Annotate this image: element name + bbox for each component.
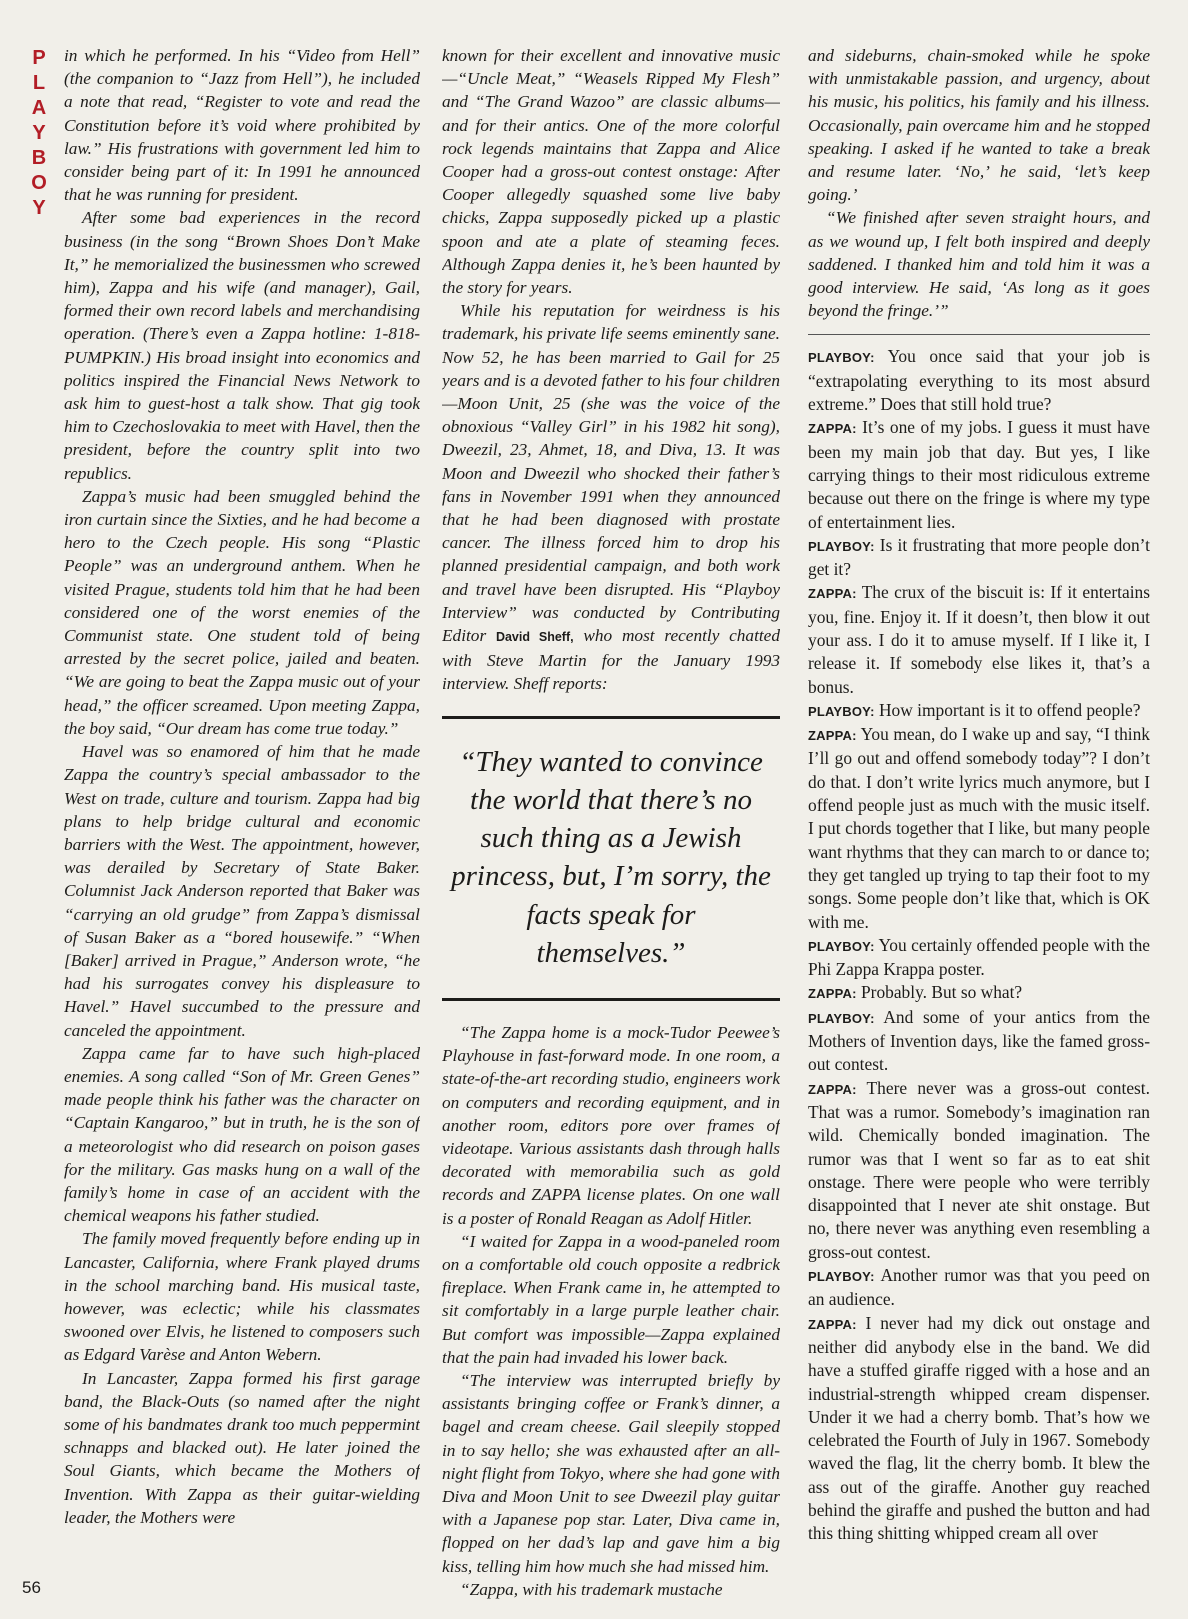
brand-letter: O — [31, 172, 47, 194]
qa-entry — [808, 981, 1150, 1005]
speaker-label: PLAYBOY: — [808, 350, 875, 366]
speaker-label: ZAPPA: — [808, 986, 857, 1002]
paragraph: “I waited for Zappa in a wood-paneled room on a comfortable old couch opposite a redbrick fireplace. When Frank came in, he attempted to sit comfortably in a large purple leather chair. But comfort was impossible—Zappa explained that the pain had invaded his lower back. — [442, 1231, 780, 1367]
qa-entry — [808, 1006, 1150, 1077]
pull-quote — [442, 716, 780, 1001]
paragraph: known for their excellent and innovative music—“Uncle Meat,” “Weasels Ripped My Flesh” and “The Grand Wazoo” are classic albums—and for their antics. One of the more colorful rock legends maintains that Zappa and Alice Cooper had a gross-out contest onstage: After Cooper allegedly squashed some live baby chicks, Zappa supposedly picked up a plastic spoon and ate a plate of steaming feces. Although Zappa denies it, he’s been haunted by the story for years. — [442, 46, 780, 298]
qa-entry — [808, 345, 1150, 416]
paragraph: and sideburns, chain-smoked while he spoke with unmistakable passion, and urgency, about his music, his politics, his family and his illness. Occasionally, pain overcame him and he stopped speaking. I asked if he wanted to take a break and resume later. ‘No,’ he said, ‘let’s keep going.’ — [808, 46, 1150, 205]
qa-text: How important is it to offend people? — [878, 699, 1141, 720]
speaker-label: PLAYBOY: — [808, 1269, 875, 1285]
speaker-label: PLAYBOY: — [808, 1010, 875, 1026]
speaker-label: ZAPPA: — [808, 728, 857, 744]
author-credit: David Sheff, — [495, 630, 574, 645]
qa-text: You once said that your job is “extrapolating everything to its most absurd extreme.” Does that still hold true? — [808, 346, 1150, 415]
speaker-label: PLAYBOY: — [808, 938, 875, 954]
paragraph: “Zappa, with his trademark mustache — [460, 1579, 723, 1599]
speaker-label: ZAPPA: — [808, 421, 857, 437]
qa-text: Another rumor was that you peed on an audience. — [808, 1265, 1150, 1310]
qa-text: You certainly offended people with the Phi Zappa Krappa poster. — [808, 934, 1150, 980]
qa-entry — [808, 534, 1150, 582]
paragraph: in which he performed. In his “Video from Hell” (the companion to “Jazz from Hell”), he included a note that read, “Register to vote and read the Constitution before it’s void where prohibited by law.” His frustrations with government led him to consider being part of it: In 1991 he announced that he was running for president. — [64, 46, 420, 205]
speaker-label: ZAPPA: — [808, 1081, 857, 1097]
column-2 — [442, 44, 780, 1607]
brand-letter: B — [31, 147, 47, 169]
paragraph: After some bad experiences in the record business (in the song “Brown Shoes Don’t Make It,” he memorialized the businessmen who screwed him), Zappa and his wife (and manager), Gail, formed their own record labels and merchandising operation. (There’s even a Zappa hotline: 1-818-PUMPKIN.) His broad insight into economics and politics inspired the Financial News Network to ask him to guest-host a talk show. That gig took him to Czechoslovakia to meet with Havel, then the president, before the country split into two republics. — [64, 208, 420, 483]
qa-entry — [808, 581, 1150, 698]
speaker-label: ZAPPA: — [808, 586, 857, 602]
speaker-label: ZAPPA: — [808, 1316, 857, 1332]
paragraph: Zappa came far to have such high-placed enemies. A song called “Son of Mr. Green Genes” made people think his father was the character on “Captain Kangaroo,” but in truth, he is the son of a meteorologist who did research on poison gases for the military. Gas masks hung on a wall of the family’s home in case of an accident with the chemical weapons his father studied. — [64, 1043, 420, 1226]
paragraph: “The Zappa home is a mock-Tudor Peewee’s Playhouse in fast-forward mode. In one room, a state-of-the-art recording studio, engineers work on computers and recording equipment, and in another room, editors pore over frames of videotape. Various assistants dash through halls decorated with memorabilia such as gold records and ZAPPA license plates. On one wall is a poster of Ronald Reagan as Adolf Hitler. — [442, 1022, 780, 1228]
qa-text: I never had my dick out onstage and neither did anybody else in the band. We did have a stuffed giraffe rigged with a hose and an industrial-strength whipped cream dispenser. Under it we had a cherry bomb. That’s how we celebrated the Fourth of July in 1967. Somebody waved the flag, lit the cherry bomb. It blew the ass out of the giraffe. Another guy reached behind the giraffe and pushed the button and had this thing shitting whipped cream all over — [808, 1312, 1150, 1544]
qa-entry — [808, 699, 1150, 723]
paragraph: “The interview was interrupted briefly by assistants bringing coffee or Frank’s dinner, a bagel and cream cheese. Gail sleepily stopped in to say hello; she was exhausted after an all-night flight from Tokyo, where she had gone with Diva and Moon Unit to see Dweezil play guitar with a Japanese pop star. Later, Diva came in, flopped on her dad’s lap and gave him a big kiss, telling him how much she had missed him. — [442, 1370, 780, 1576]
qa-text: Probably. But so what? — [860, 982, 1023, 1003]
qa-entry — [808, 723, 1150, 934]
qa-text: Is it frustrating that more people don’t get it? — [808, 534, 1150, 580]
qa-text: The crux of the biscuit is: If it entertains you, fine. Enjoy it. If it doesn’t, then blow it out your ass. I do it to amuse myself. If I like it, I release it. If somebody else likes it, that’s a bonus. — [808, 582, 1150, 697]
qa-entry — [808, 1077, 1150, 1264]
pull-quote-text: “They wanted to convince the world that there’s no such thing as a Jewish princess, but, I’m sorry, the facts speak for themselves.” — [451, 745, 771, 969]
brand-letter: Y — [32, 197, 46, 219]
page-number: 56 — [22, 1578, 41, 1597]
paragraph: In Lancaster, Zappa formed his first garage band, the Black-Outs (so named after the night some of his bandmates drank too much peppermint schnapps and blacked out). He later joined the Soul Giants, which became the Mothers of Invention. With Zappa as their guitar-wielding leader, the Mothers were — [64, 1368, 420, 1527]
paragraph-text: While his reputation for weirdness is his trademark, his private life seems eminently sane. Now 52, he has been married to Gail for 25 years and is a devoted father to his four children—Moon Unit, 25 (she was the voice of the obnoxious “Valley Girl” in his 1982 hit song), Dweezil, 23, Ahmet, 18, and Diva, 13. It was Moon and Dweezil who shocked their father’s fans in November 1991 when they announced that he had been diagnosed with prostate cancer. The illness forced him to drop his planned presidential campaign, and both work and travel have been disrupted. His “Playboy Interview” was conducted by Contributing Editor — [442, 301, 780, 646]
qa-entry — [808, 416, 1150, 533]
brand-letter: Y — [32, 122, 46, 144]
column-3 — [808, 44, 1150, 1607]
paragraph: The family moved frequently before ending up in Lancaster, California, where Frank played drums in the school marching band. His musical taste, however, was eclectic; while his classmates swooned over Elvis, he listened to composers such as Edgard Varèse and Anton Webern. — [64, 1229, 420, 1365]
qa-text: You mean, do I wake up and say, “I think I’ll go out and offend somebody today”? I don’t do that. I don’t write lyrics much anymore, but I offend people just as much with the music itself. I put chords together that I like, but many people want rhythms that they can march to or dance to; they get tangled up trying to tap their foot to my songs. Some people don’t like that, which is OK with me. — [808, 724, 1150, 932]
qa-entry — [808, 1264, 1150, 1312]
qa-text: There never was a gross-out contest. That was a rumor. Somebody’s imagination ran wild. Chemically bonded imagination. The rumor was that I went so far as to eat shit onstage. There were people who were terribly disappointed that I never ate shit onstage. But no, there never was anything even resembling a gross-out contest. — [808, 1077, 1150, 1262]
qa-text: And some of your antics from the Mothers of Invention days, like the famed gross-out contest. — [808, 1006, 1150, 1075]
qa-entry — [808, 1312, 1150, 1546]
paragraph: Zappa’s music had been smuggled behind the iron curtain since the Sixties, and he had become a hero to the Czech people. His song “Plastic People” was an underground anthem. When he visited Prague, students told him that he had been considered one of the worst enemies of the Communist state. One student told of being arrested by the secret police, jailed and beaten. “We are going to beat the Zappa music out of your head,” the officer screamed. Upon meeting Zappa, the boy said, “Our dream has come true today.” — [64, 486, 420, 738]
paragraph: “We finished after seven straight hours, and as we wound up, I felt both inspired and deeply saddened. I thanked him and told him it was a good interview. He said, ‘As long as it goes beyond the fringe.’” — [808, 208, 1150, 321]
section-divider — [808, 334, 1150, 335]
column-1 — [64, 44, 420, 1607]
paragraph — [442, 299, 780, 695]
qa-text: It’s one of my jobs. I guess it must have been my main job that day. But yes, I like carrying things to their most ridiculous extreme because out there on the fringe is where my type of entertainment lies. — [808, 417, 1150, 532]
interview-qa — [808, 345, 1150, 1545]
playboy-vertical-brand — [24, 46, 54, 221]
paragraph: Havel was so enamored of him that he made Zappa the country’s special ambassador to the West on trade, culture and tourism. Zappa had big plans to help bridge cultural and economic barriers with the West. The appointment, however, was derailed by Secretary of State Baker. Columnist Jack Anderson reported that Baker was “carrying an old grudge” from Zappa’s dismissal of Susan Baker as a “bored housewife.” “When [Baker] arrived in Prague,” Anderson wrote, “he had his surrogates convey his displeasure to Havel.” Havel succumbed to the pressure and canceled the appointment. — [64, 742, 420, 1040]
brand-letter: A — [31, 97, 47, 119]
speaker-label: PLAYBOY: — [808, 703, 875, 719]
paragraph-text: who most recently chatted with Steve Martin for the January 1993 interview. Sheff reports: — [442, 626, 780, 694]
qa-entry — [808, 934, 1150, 982]
speaker-label: PLAYBOY: — [808, 538, 875, 554]
brand-letter: P — [32, 47, 46, 69]
brand-letter: L — [32, 72, 46, 94]
